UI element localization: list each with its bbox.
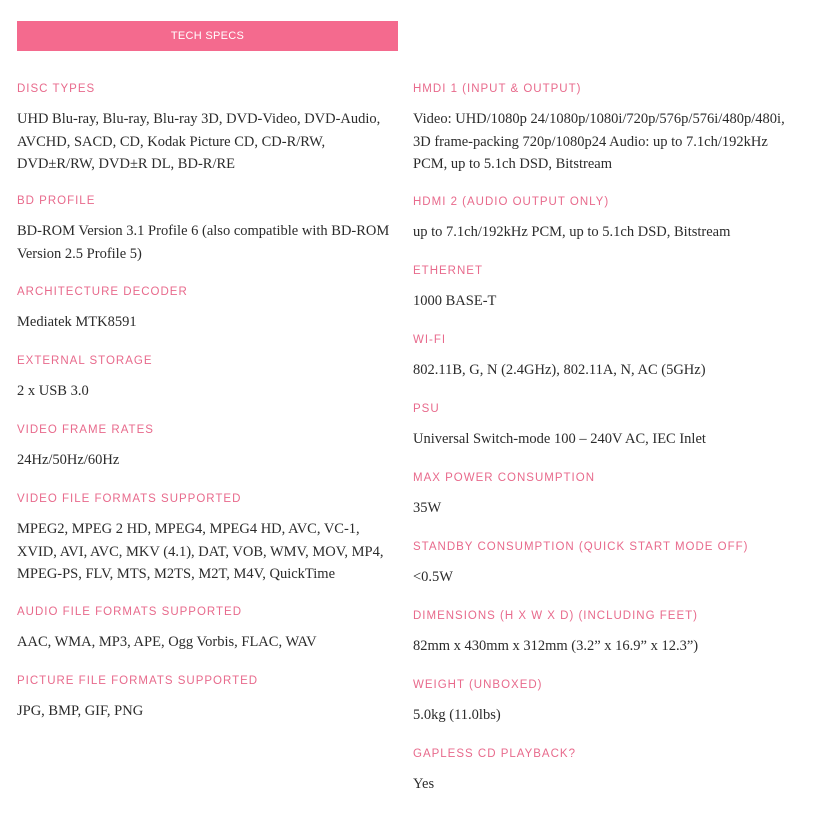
- spec-wifi: [413, 333, 793, 402]
- spec-value: JPG, BMP, GIF, PNG: [17, 703, 144, 719]
- spec-bd-profile: [17, 194, 397, 285]
- spec-standby-consumption: [413, 540, 793, 609]
- spec-picture-file-formats: [17, 674, 397, 743]
- spec-value: Video: UHD/1080p 24/1080p/1080i/720p/576p/576i/480p/480i, 3D frame-packing 720p/1080p24 Audio: up to 7.1ch/192kHz PCM, up to 5.1ch DSD, Bitstream: [413, 111, 785, 172]
- spec-value: Yes: [413, 776, 435, 792]
- spec-value: Mediatek MTK8591: [17, 314, 137, 330]
- spec-label: PICTURE FILE FORMATS SUPPORTED: [17, 675, 259, 687]
- spec-value: 1000 BASE-T: [413, 293, 497, 309]
- spec-label: EXTERNAL STORAGE: [17, 355, 153, 367]
- spec-value: up to 7.1ch/192kHz PCM, up to 5.1ch DSD, Bitstream: [413, 224, 731, 240]
- spec-label: AUDIO FILE FORMATS SUPPORTED: [17, 606, 243, 618]
- spec-value: 5.0kg (11.0lbs): [413, 707, 501, 723]
- spec-value: <0.5W: [413, 569, 453, 585]
- specs-column-left: [17, 82, 397, 743]
- spec-value: UHD Blu-ray, Blu-ray, Blu-ray 3D, DVD-Video, DVD-Audio, AVCHD, SACD, CD, Kodak Picture CD, CD-R/RW, DVD±R/RW, DVD±R DL, BD-R/RE: [17, 111, 381, 172]
- spec-label: GAPLESS CD PLAYBACK?: [413, 748, 576, 760]
- spec-label: MAX POWER CONSUMPTION: [413, 472, 596, 484]
- spec-psu: [413, 402, 793, 471]
- spec-value: 24Hz/50Hz/60Hz: [17, 452, 120, 468]
- spec-value: 35W: [413, 500, 442, 516]
- spec-value: 2 x USB 3.0: [17, 383, 89, 399]
- specs-column-right: [413, 82, 793, 816]
- spec-label: STANDBY CONSUMPTION (QUICK START MODE OFF): [413, 541, 749, 553]
- spec-value: BD-ROM Version 3.1 Profile 6 (also compatible with BD-ROM Version 2.5 Profile 5): [17, 223, 390, 262]
- spec-weight: [413, 678, 793, 747]
- spec-label: ETHERNET: [413, 265, 483, 277]
- spec-max-power: [413, 471, 793, 540]
- spec-label: PSU: [413, 403, 440, 415]
- tab-tech-specs-label: TECH SPECS: [170, 30, 245, 42]
- spec-label: DIMENSIONS (H X W X D) (INCLUDING FEET): [413, 610, 698, 622]
- spec-label: WEIGHT (UNBOXED): [413, 679, 543, 691]
- spec-label: ARCHITECTURE DECODER: [17, 286, 188, 298]
- spec-external-storage: [17, 354, 397, 423]
- spec-disc-types: [17, 82, 397, 194]
- spec-gapless-cd: [413, 747, 793, 816]
- spec-ethernet: [413, 264, 793, 333]
- spec-value: MPEG2, MPEG 2 HD, MPEG4, MPEG4 HD, AVC, VC-1, XVID, AVI, AVC, MKV (4.1), DAT, VOB, WMV, MOV, MP4, MPEG-PS, FLV, MTS, M2TS, M2T, M4V, QuickTime: [17, 521, 384, 582]
- tab-tech-specs[interactable]: [17, 21, 398, 51]
- spec-value: 82mm x 430mm x 312mm (3.2” x 16.9” x 12.3”): [413, 638, 699, 654]
- spec-video-frame-rates: [17, 423, 397, 492]
- spec-architecture-decoder: [17, 285, 397, 354]
- spec-value: Universal Switch-mode 100 – 240V AC, IEC Inlet: [413, 431, 706, 447]
- spec-value: 802.11B, G, N (2.4GHz), 802.11A, N, AC (5GHz): [413, 362, 706, 378]
- spec-label: WI-FI: [413, 334, 447, 346]
- spec-label: BD PROFILE: [17, 195, 96, 207]
- spec-hdmi-1: [413, 82, 793, 195]
- spec-label: DISC TYPES: [17, 83, 96, 95]
- spec-hdmi-2: [413, 195, 793, 264]
- spec-label: VIDEO FILE FORMATS SUPPORTED: [17, 493, 242, 505]
- spec-value: AAC, WMA, MP3, APE, Ogg Vorbis, FLAC, WAV: [17, 634, 317, 650]
- spec-label: HDMI 2 (AUDIO OUTPUT ONLY): [413, 196, 610, 208]
- spec-label: VIDEO FRAME RATES: [17, 424, 154, 436]
- spec-dimensions: [413, 609, 793, 678]
- spec-video-file-formats: [17, 492, 397, 605]
- spec-label: HMDI 1 (INPUT & OUTPUT): [413, 83, 582, 95]
- spec-audio-file-formats: [17, 605, 397, 674]
